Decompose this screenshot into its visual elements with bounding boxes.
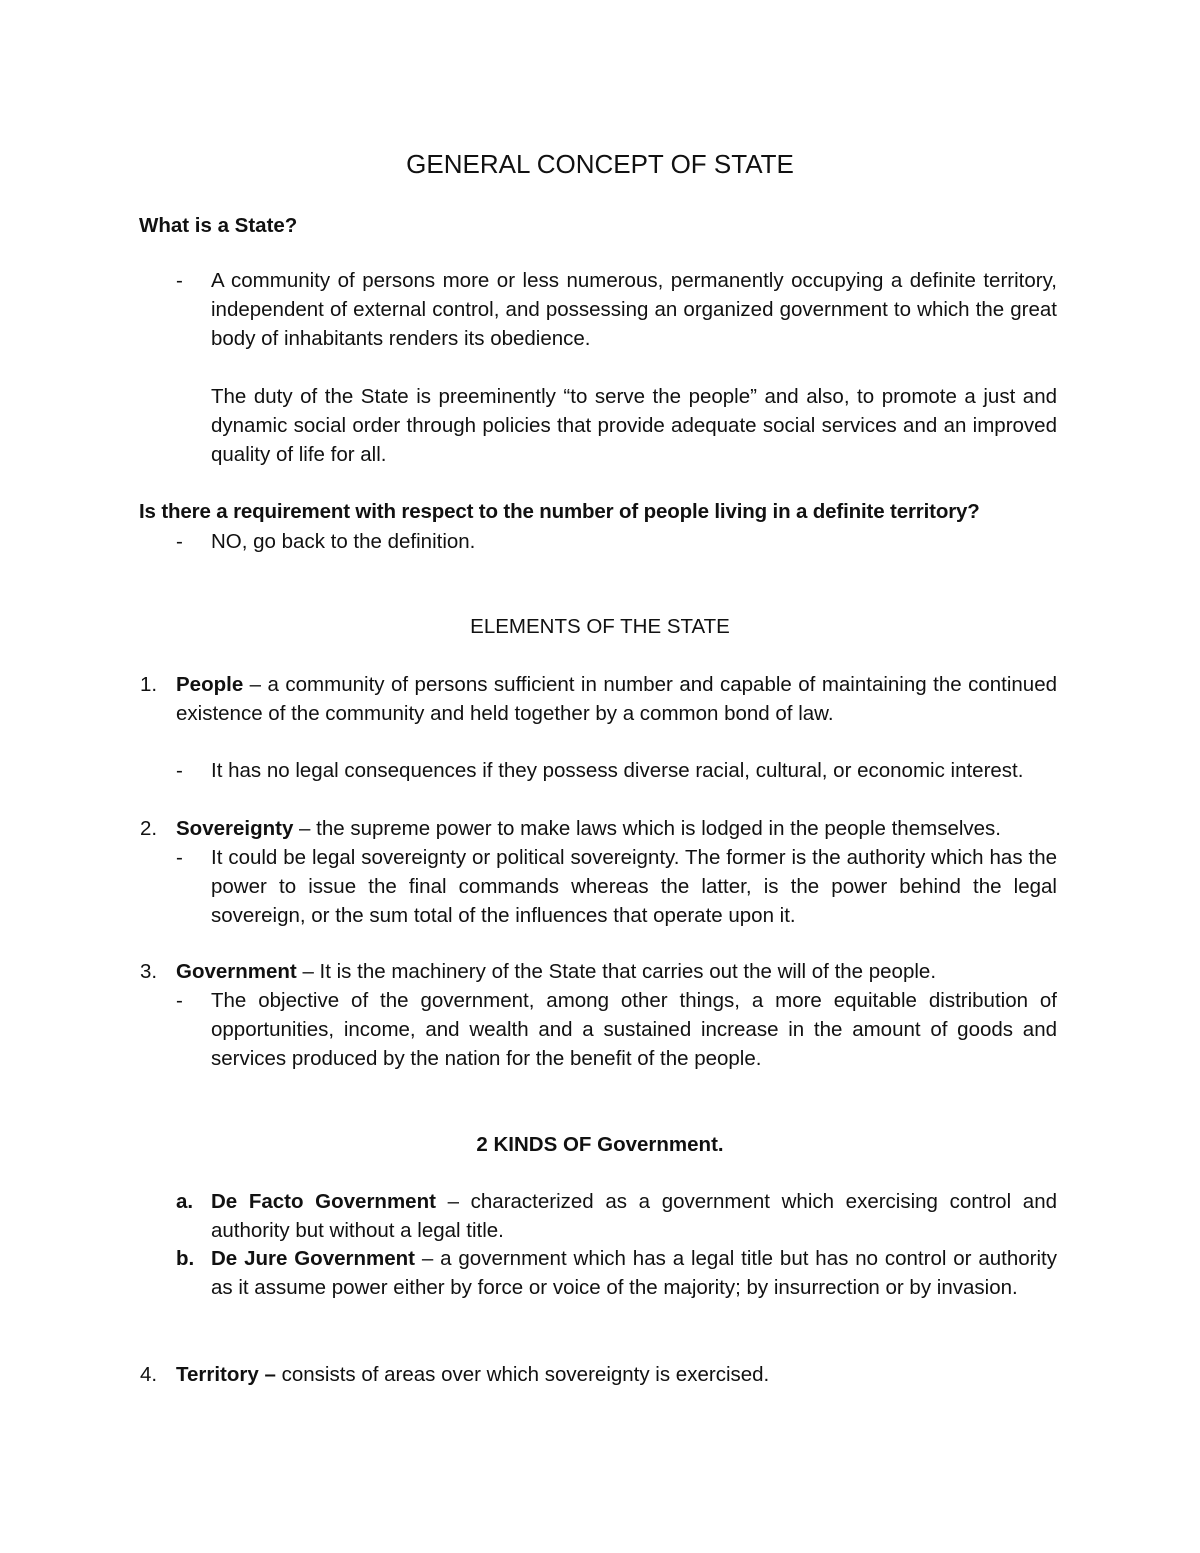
bullet-dash: -: [176, 759, 183, 782]
elements-heading: ELEMENTS OF THE STATE: [470, 615, 730, 638]
element-definition: – It is the machinery of the State that carries out the will of the people.: [296, 960, 937, 983]
element-government: [176, 957, 1057, 986]
element-sovereignty-note: It could be legal sovereignty or political sovereignty. The former is the authority which has the power to issue the final commands whereas the latter, is the power behind the legal sovereign, or the sum total of the influences that operate upon it.: [211, 846, 1057, 927]
kind-term: De Jure Government: [211, 1247, 415, 1270]
element-government-note: The objective of the government, among other things, a more equitable distribution of opportunities, income, and wealth and a sustained increase in the amount of goods and services produced by the nation for the benefit of the people.: [211, 989, 1057, 1070]
element-term: Territory –: [176, 1363, 276, 1386]
element-territory: [176, 1360, 1057, 1389]
list-number: 3.: [140, 960, 158, 983]
kind-de-jure: [211, 1244, 1057, 1302]
question-what-is-state: What is a State?: [139, 214, 298, 237]
population-answer: NO, go back to the definition.: [211, 530, 476, 553]
question-population-requirement: Is there a requirement with respect to the number of people living in a definite territory?: [139, 500, 980, 523]
list-letter: a.: [176, 1190, 194, 1213]
page-title: GENERAL CONCEPT OF STATE: [406, 149, 794, 179]
element-term: Sovereignty: [176, 817, 294, 840]
bullet-dash: -: [176, 989, 183, 1012]
list-number: 1.: [140, 673, 158, 696]
element-term: People: [176, 673, 244, 696]
list-number: 4.: [140, 1363, 158, 1386]
kind-definition: – characterized as a government which exercising control and authority but without a legal title.: [211, 1190, 1057, 1242]
element-definition: – the supreme power to make laws which is lodged in the people themselves.: [293, 817, 1001, 840]
element-definition: consists of areas over which sovereignty is exercised.: [275, 1363, 770, 1386]
kinds-heading: 2 KINDS OF Government.: [476, 1133, 724, 1156]
element-definition: – a community of persons sufficient in number and capable of maintaining the continued existence of the community and held together by a common bond of law.: [176, 673, 1057, 725]
bullet-dash: -: [176, 269, 183, 292]
kind-de-facto: [211, 1187, 1057, 1245]
element-people-note: It has no legal consequences if they possess diverse racial, cultural, or economic interest.: [211, 759, 1024, 782]
list-letter: b.: [176, 1247, 195, 1270]
element-people: [176, 670, 1057, 728]
state-duty: The duty of the State is preeminently “to serve the people” and also, to promote a just and dynamic social order through policies that provide adequate social services and an improved quality of life for all.: [211, 385, 1057, 466]
bullet-dash: -: [176, 846, 183, 869]
element-term: Government: [176, 960, 297, 983]
kind-term: De Facto Government: [211, 1190, 436, 1213]
kind-definition: – a government which has a legal title but has no control or authority as it assume power either by force or voice of the majority; by insurrection or by invasion.: [211, 1247, 1057, 1299]
state-definition: A community of persons more or less numerous, permanently occupying a definite territory, independent of external control, and possessing an organized government to which the great body of inhabitants renders its obedience.: [211, 269, 1057, 350]
bullet-dash: -: [176, 530, 183, 553]
list-number: 2.: [140, 817, 158, 840]
element-sovereignty: [176, 814, 1057, 843]
